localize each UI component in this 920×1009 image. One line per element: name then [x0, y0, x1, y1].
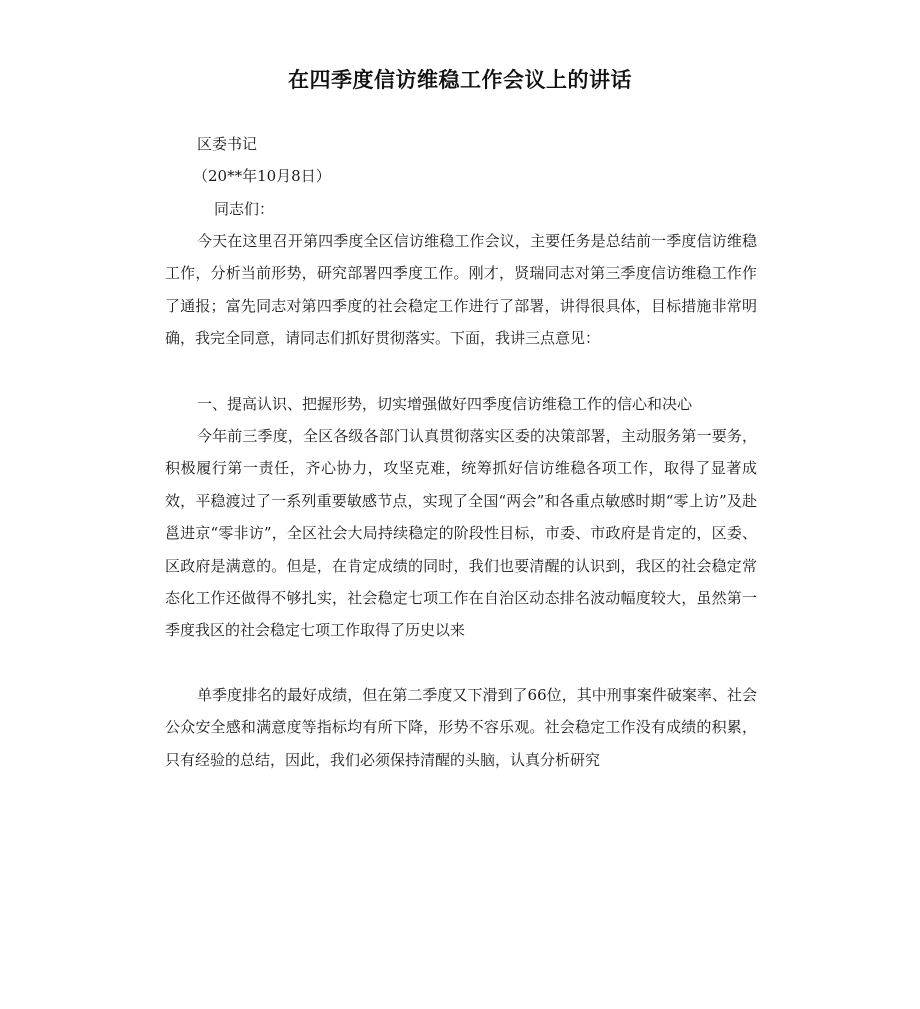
date-line: （20**年10月8日）: [193, 167, 331, 185]
paragraph-review: 今年前三季度，全区各级各部门认真贯彻落实区委的决策部署，主动服务第一要务，积极履行第一责任，齐心协力，攻坚克难，统筹抓好信访维稳各项工作，取得了显著成效，平稳渡过了一系列重要敏感节点，实现了全国“两会”和各重点敏感时期“零上访”及赴邕进京“零非访”，全区社会大局持续稳定的阶段性目标，市委、市政府是肯定的，区委、区政府是满意的。但是，在肯定成绩的同时，我们也要清醒的认识到，我区的社会稳定常态化工作还做得不够扎实，社会稳定七项工作在自治区动态排名波动幅度较大，虽然第一季度我区的社会稳定七项工作取得了历史以来: [165, 427, 757, 640]
speaker-line: 区委书记: [197, 135, 258, 153]
paragraph-ranking: 单季度排名的最好成绩，但在第二季度又下滑到了66位，其中刑事案件破案率、社会公众安全感和满意度等指标均有所下降，形势不容乐观。社会稳定工作没有成绩的积累，只有经验的总结，因此，我们必须保持清醒的头脑，认真分析研究: [165, 686, 757, 769]
document-title: 在四季度信访维稳工作会议上的讲话: [288, 68, 632, 92]
salutation: 同志们：: [214, 200, 275, 218]
paragraph-intro: 今天在这里召开第四季度全区信访维稳工作会议，主要任务是总结前一季度信访维稳工作，分析当前形势，研究部署四季度工作。刚才，贤瑞同志对第三季度信访维稳工作作了通报；富先同志对第四季度的社会稳定工作进行了部署，讲得很具体，目标措施非常明确，我完全同意，请同志们抓好贯彻落实。下面，我讲三点意见：: [165, 232, 757, 348]
section-heading: 一、提高认识、把握形势，切实增强做好四季度信访维稳工作的信心和决心: [197, 395, 693, 413]
